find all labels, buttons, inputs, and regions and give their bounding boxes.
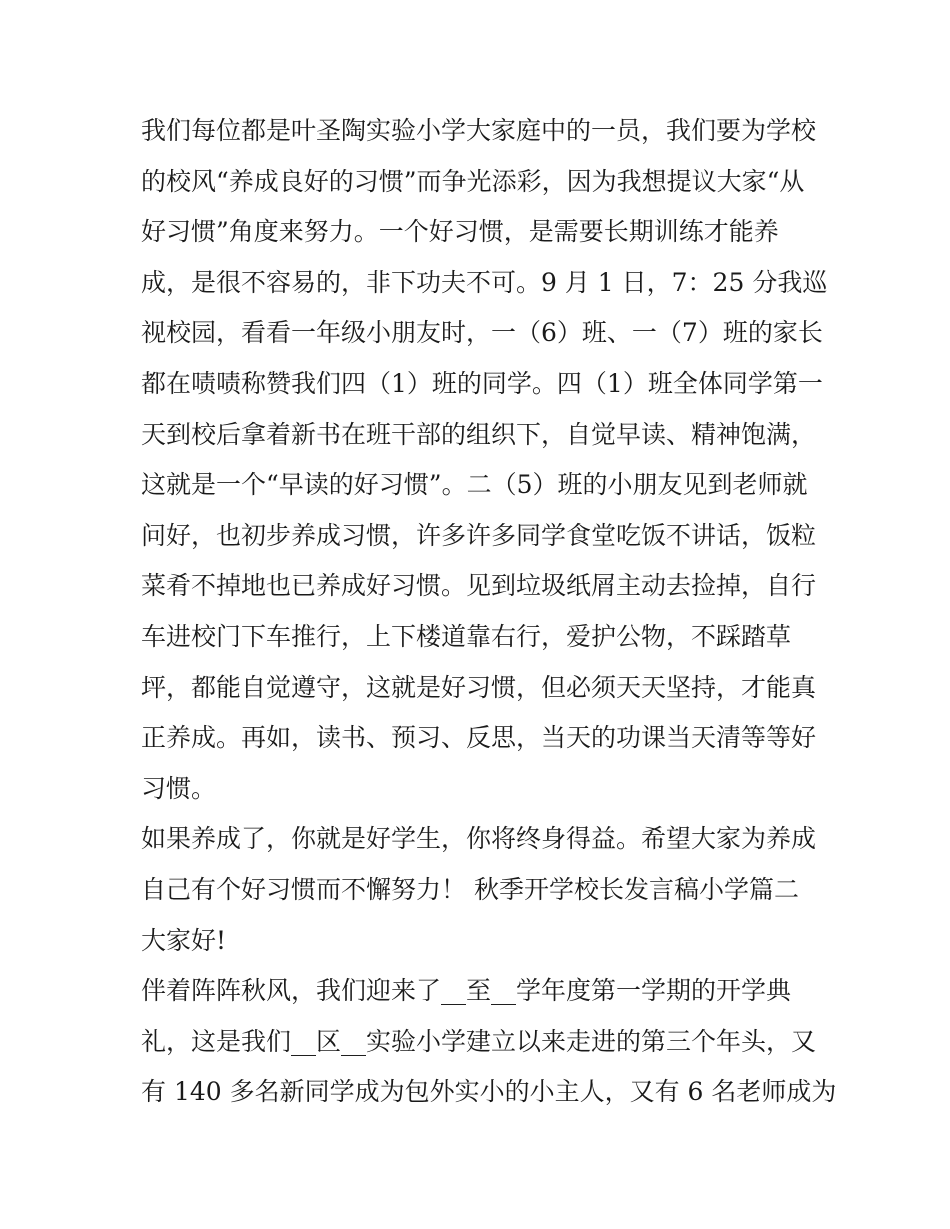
text-line: 问好，也初步养成习惯，许多许多同学食堂吃饭不讲话，饭粒 xyxy=(141,520,817,550)
text-line: 车进校门下车推行，上下楼道靠右行，爱护公物，不踩踏草 xyxy=(141,621,792,651)
text-line: 正养成。再如，读书、预习、反思，当天的功课当天清等等好 xyxy=(141,723,817,753)
text-line: 成，是很不容易的，非下功夫不可。9 月 1 日，7：25 分我巡 xyxy=(141,267,828,297)
text-line: 我们每位都是叶圣陶实验小学大家庭中的一员，我们要为学校 xyxy=(141,116,817,145)
text-line: 有 140 多名新同学成为包外实小的小主人，又有 6 名老师成为 xyxy=(141,1077,837,1107)
text-line: 坪，都能自觉遵守，这就是好习惯，但必须天天坚持，才能真 xyxy=(141,672,817,702)
text-line: 如果养成了，你就是好学生，你将终身得益。希望大家为养成 xyxy=(141,824,817,854)
text-line: 习惯。 xyxy=(141,773,217,803)
text-line: 大家好! xyxy=(141,925,227,955)
text-line: 菜肴不掉地也已养成好习惯。见到垃圾纸屑主动去捡掉，自行 xyxy=(141,571,817,601)
text-line: 自己有个好习惯而不懈努力！ 秋季开学校长发言稿小学篇二 xyxy=(141,874,799,904)
text-line: 视校园，看看一年级小朋友时，一（6）班、一（7）班的家长 xyxy=(141,318,823,348)
text-line: 这就是一个“早读的好习惯”。二（5）班的小朋友见到老师就 xyxy=(141,470,808,500)
text-line: 的校风“养成良好的习惯”而争光添彩，因为我想提议大家“从 xyxy=(141,166,805,196)
text-line: 好习惯”角度来努力。一个好习惯，是需要长期训练才能养 xyxy=(141,217,779,247)
document-text xyxy=(141,106,841,1118)
text-line: 天到校后拿着新书在班干部的组织下，自觉早读、精神饱满， xyxy=(141,419,817,449)
text-line: 礼，这是我们__区__实验小学建立以来走进的第三个年头，又 xyxy=(141,1026,817,1056)
text-line: 都在啧啧称赞我们四（1）班的同学。四（1）班全体同学第一 xyxy=(141,368,823,398)
text-line: 伴着阵阵秋风，我们迎来了__至__学年度第一学期的开学典 xyxy=(141,976,792,1006)
